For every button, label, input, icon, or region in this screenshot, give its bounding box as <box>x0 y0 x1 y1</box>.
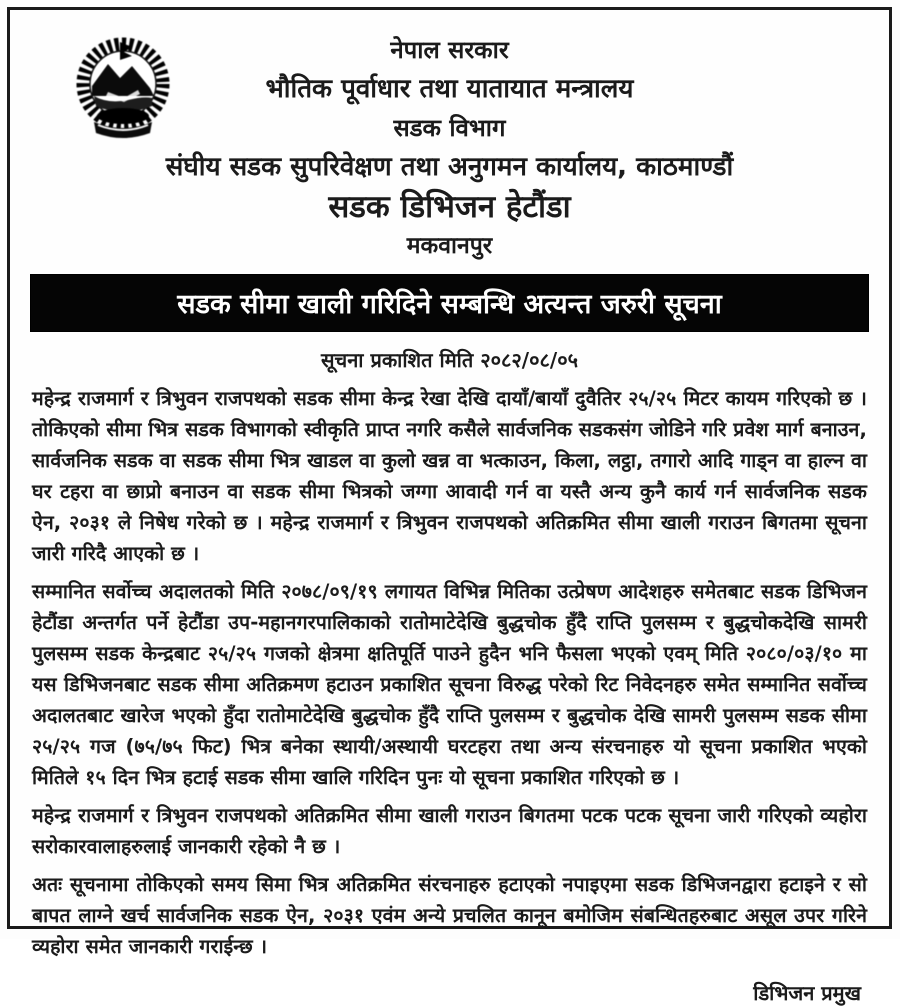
notice-title-bar: सडक सीमा खाली गरिदिने सम्बन्धि अत्यन्त जरुरी सूचना <box>30 274 869 332</box>
nepal-coat-of-arms-icon <box>68 34 178 152</box>
notice-paragraph-2: सम्मानित सर्वोच्च अदालतको मिति २०७८/०९/१९ लगायत विभिन्न मितिका उत्प्रेषण आदेशहरु समेतबाट सडक डिभिजन हेटौंडा अन्तर्गत पर्ने हेटौंडा उप-महानगरपालिकाको रातोमाटेदेखि बुद्धचोक हुँदै राप्ति पुलसम्म र बुद्धचोकदेखि सामरी पुलसम्म सडक केन्द्रबाट २५/२५ गजको क्षेत्रमा क्षतिपूर्ति पाउने हुदैन भनि फैसला भएको एवम् मिति २०८०/०३/१० मा यस डिभिजनबाट सडक सीमा अतिक्रमण हटाउन प्रकाशित सूचना विरुद्ध परेको रिट निवेदनहरु समेत सम्मानित सर्वोच्च अदालतबाट खारेज भएको हुँदा रातोमाटेदेखि बुद्धचोक हुँदै राप्ति पुलसम्म र बुद्धचोक देखि सामरी पुलसम्म सडक सीमा २५/२५ गज (७५/७५ फिट) भित्र बनेका स्थायी/अस्थायी घरटहरा तथा अन्य संरचनाहरु यो सूचना प्रकाशित भएको मितिले १५ दिन भित्र हटाई सडक सीमा खालि गरिदिन पुनः यो सूचना प्रकाशित गरिएको छ । <box>32 580 867 789</box>
signature-title: डिभिजन प्रमुख <box>753 981 861 1005</box>
notice-published-date: सूचना प्रकाशित मिति २०८२/०८/०५ <box>320 348 579 372</box>
notice-paragraph-1: महेन्द्र राजमार्ग र त्रिभुवन राजपथको सडक सीमा केन्द्र रेखा देखि दायाँ/बायाँ दुवैतिर २५/२५ मिटर कायम गरिएको छ । तोकिएको सीमा भित्र सडक विभागको स्वीकृति प्राप्त नगरि कसैले सार्वजनिक सडकसंग जोडिने गरि प्रवेश मार्ग बनाउन, सार्वजनिक सडक वा सडक सीमा भित्र खाडल वा कुलो खन्न वा भत्काउन, किला, लट्ठा, तगारो आदि गाड्न वा हाल्न वा घर टहरा वा छाप्रो बनाउन वा सडक सीमा भित्रको जग्गा आवादी गर्न वा यस्तै अन्य कुनै कार्य गर्न सार्वजनिक सडक ऐन, २०३१ ले निषेध गरेको छ । महेन्द्र राजमार्ग र त्रिभुवन राजपथको अतिक्रमित सीमा खाली गराउन बिगतमा सूचना जारी गरिदै आएको छ । <box>32 387 867 565</box>
office-name: संघीय सडक सुपरिवेक्षण तथा अनुगमन कार्यालय, काठमाण्डौं <box>165 152 734 182</box>
department-name: सडक विभाग <box>393 114 506 142</box>
document-border <box>7 7 892 1005</box>
notice-paragraph-4: अतः सूचनामा तोकिएको समय सिमा भित्र अतिक्रमित संरचनाहरु हटाएको नपाइएमा सडक डिभिजनद्वारा हटाइने र सो बापत लाग्ने खर्च सार्वजनिक सडक ऐन, २०३१ एवंम अन्ये प्रचलित कानून बमोजिम संबन्धितहरुबाट असूल उपर गरिने व्यहोरा समेत जानकारी गराईन्छ । <box>32 873 867 958</box>
ministry-name: भौतिक पूर्वाधार तथा यातायात मन्त्रालय <box>265 74 634 104</box>
division-name: सडक डिभिजन हेटौंडा <box>328 189 571 225</box>
government-name: नेपाल सरकार <box>390 36 509 64</box>
district-name: मकवानपुर <box>406 233 493 259</box>
notice-body <box>20 383 879 962</box>
notice-paragraph-3: महेन्द्र राजमार्ग र त्रिभुवन राजपथको अतिक्रमित सीमा खाली गराउन बिगतमा पटक पटक सूचना जारी गरिएको व्यहोरा सरोकारवालाहरुलाई जानकारी रहेको नै छ । <box>32 804 867 858</box>
